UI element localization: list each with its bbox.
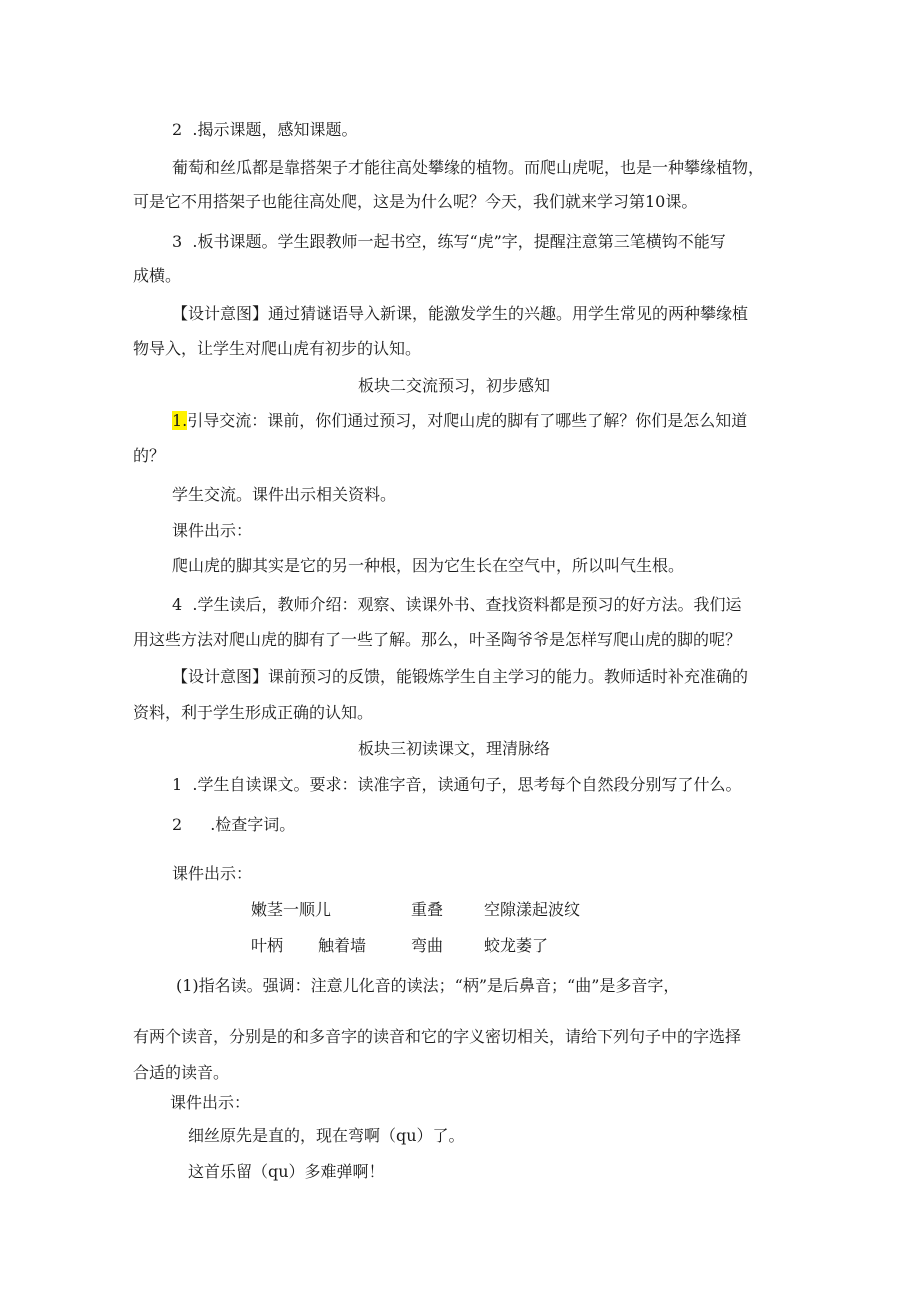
vocab-word: 弯曲 <box>411 936 444 955</box>
highlighted-number: 1. <box>172 411 188 430</box>
item-1-continuation: 的？ <box>133 446 166 465</box>
vocab-word: 空隙漾起波纹 <box>484 900 581 919</box>
section-heading-2: 板块二交流预习，初步感知 <box>358 376 551 395</box>
courseware-content-1: 爬山虎的脚其实是它的另一种根，因为它生长在空气中，所以叫气生根。 <box>172 556 685 575</box>
item-2-reveal-topic: 2 .揭示课题，感知课题。 <box>172 120 358 139</box>
item-2-text: .检查字词。 <box>210 815 296 834</box>
design-intent-1-continuation: 物导入，让学生对爬山虎有初步的认知。 <box>133 339 422 358</box>
reading-instruction-continuation: 有两个读音，分别是的和多音字的读音和它的字义密切相关，请给下列句子中的字选择 <box>133 1027 742 1046</box>
reading-instruction-end: 合适的读音。 <box>133 1063 230 1082</box>
design-intent-1: 【设计意图】通过猜谜语导入新课，能激发学生的兴趣。用学生常见的两种攀缘植 <box>172 304 749 323</box>
item-2-number: 2 <box>172 815 183 834</box>
vocab-word: 触着墙 <box>318 936 367 955</box>
example-sentence-2: 这首乐留（qu）多难弹啊！ <box>188 1162 385 1181</box>
vocab-word: 重叠 <box>411 900 444 919</box>
vocab-word: 蛟龙萎了 <box>484 936 549 955</box>
item-3-continuation: 成横。 <box>133 266 182 285</box>
vocab-word: 叶柄 <box>251 936 284 955</box>
students-discuss: 学生交流。课件出示相关资料。 <box>172 485 397 504</box>
item-2-check-words <box>172 815 295 835</box>
design-intent-2: 【设计意图】课前预习的反馈，能锻炼学生自主学习的能力。教师适时补充准确的 <box>172 667 749 686</box>
vocab-word: 嫩茎一顺儿 <box>251 900 332 919</box>
item-4-teacher-intro: 4 .学生读后，教师介绍：观察、读课外书、查找资料都是预习的好方法。我们运 <box>172 595 742 614</box>
courseware-label-1: 课件出示： <box>172 521 253 540</box>
item-1-guide-discussion <box>172 411 747 431</box>
item-1-self-read: 1 .学生自读课文。要求：读准字音，读通句子，思考每个自然段分别写了什么。 <box>172 775 742 794</box>
item-4-continuation: 用这些方法对爬山虎的脚有了一些了解。那么，叶圣陶爷爷是怎样写爬山虎的脚的呢？ <box>133 630 742 649</box>
courseware-label-2: 课件出示： <box>172 864 253 883</box>
example-sentence-1: 细丝原先是直的，现在弯啊（qu）了。 <box>188 1126 465 1145</box>
item-1-text: 引导交流：课前，你们通过预习，对爬山虎的脚有了哪些了解？你们是怎么知道 <box>187 411 748 430</box>
item-3-write-title: 3 .板书课题。学生跟教师一起书空，练写“虎”字，提醒注意第三笔横钩不能写 <box>172 232 726 251</box>
design-intent-2-continuation: 资料，利于学生形成正确的认知。 <box>133 703 374 722</box>
paragraph-continuation: 可是它不用搭架子也能往高处爬，这是为什么呢？今天，我们就来学习第10课。 <box>133 192 698 211</box>
reading-instruction: (1)指名读。强调：注意儿化音的读法；“柄”是后鼻音；“曲”是多音字， <box>176 976 680 995</box>
section-heading-3: 板块三初读课文，理清脉络 <box>358 739 551 758</box>
paragraph-grapes-loofah: 葡萄和丝瓜都是靠搭架子才能往高处攀缘的植物。而爬山虎呢，也是一种攀缘植物， <box>172 158 765 177</box>
courseware-label-3: 课件出示： <box>170 1093 251 1112</box>
